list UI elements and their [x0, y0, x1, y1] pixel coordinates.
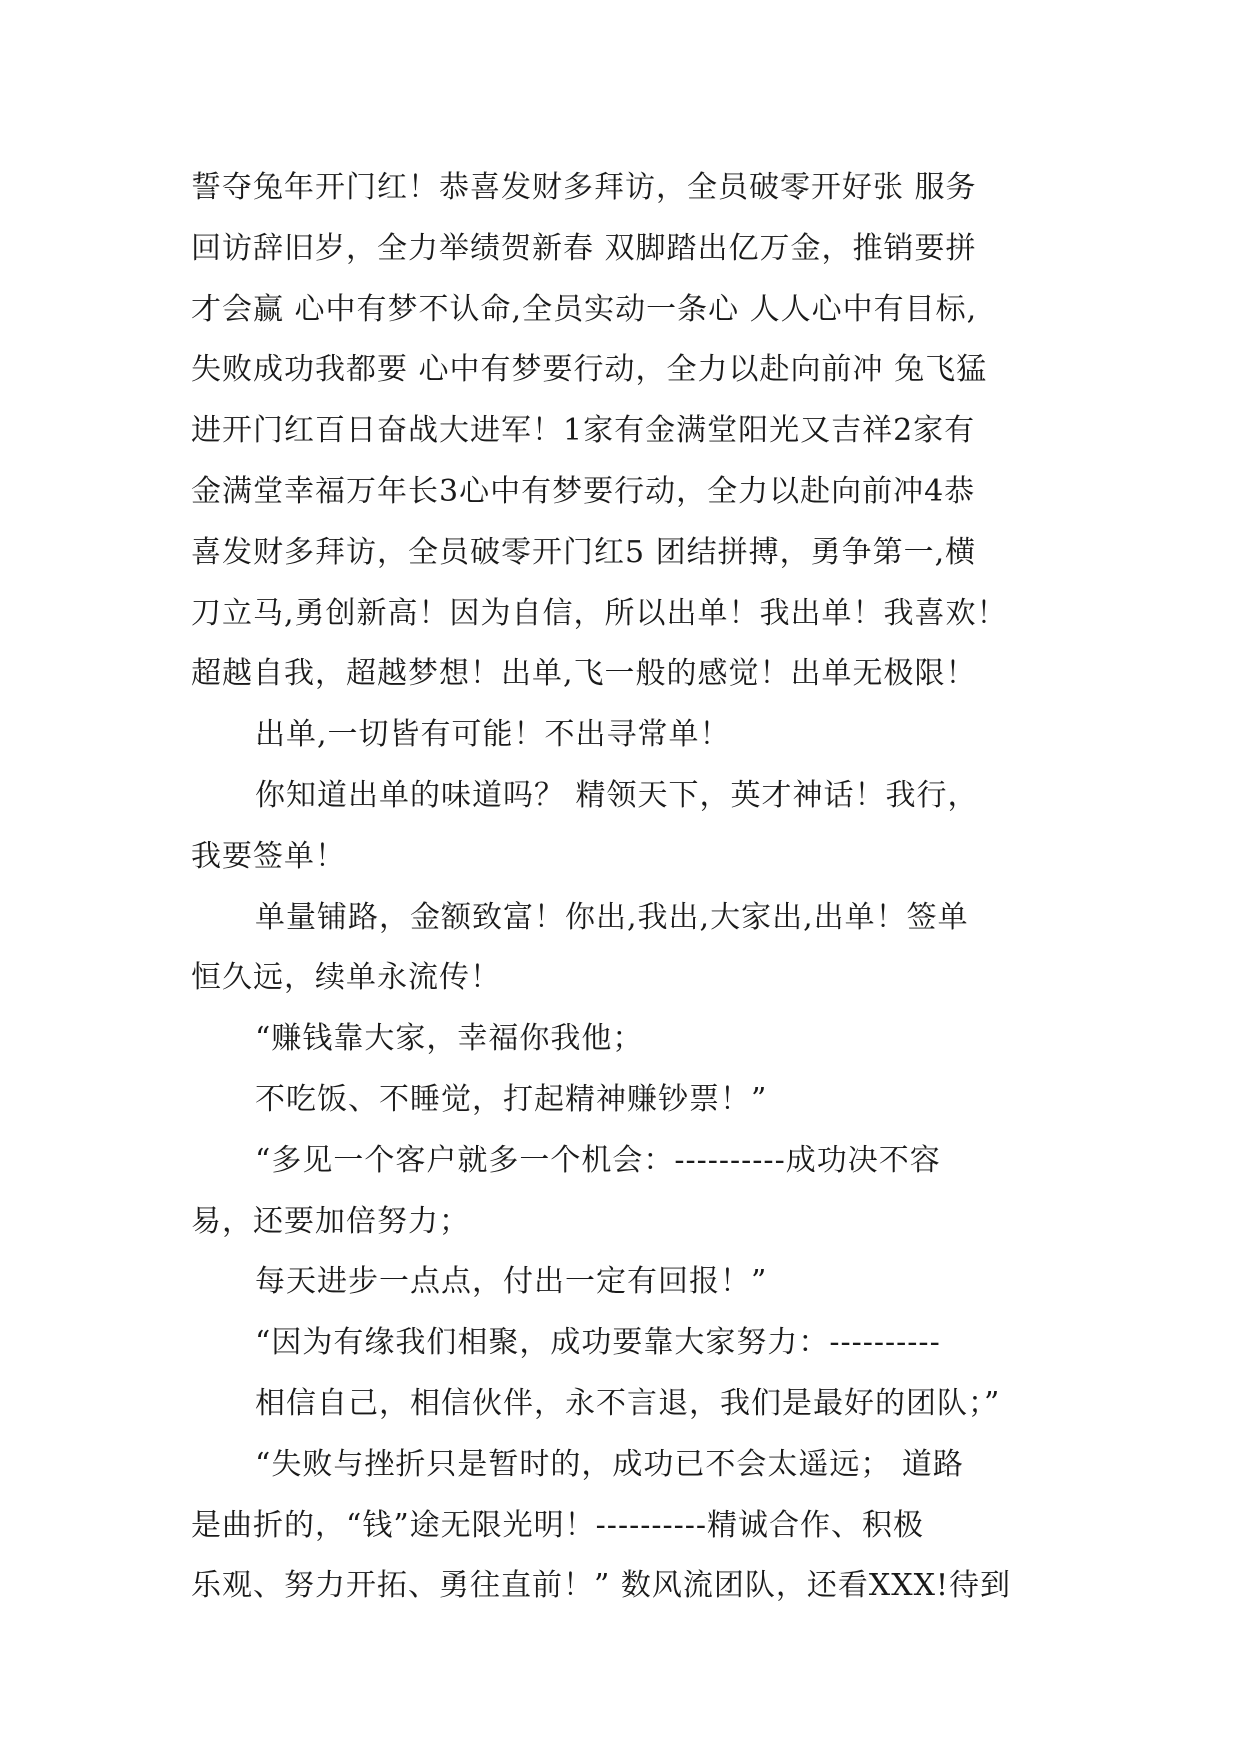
text-line: 进开门红百日奋战大进军！1家有金满堂阳光又吉祥2家有 [191, 413, 976, 449]
text-line: “多见一个客户就多一个机会：----------成功决不容 [255, 1142, 941, 1178]
text-line: “因为有缘我们相聚，成功要靠大家努力：---------- [255, 1325, 941, 1361]
text-line: 喜发财多拜访，全员破零开门红5 团结拼搏，勇争第一,横 [191, 534, 977, 570]
text-line: 出单,一切皆有可能！不出寻常单！ [255, 717, 731, 753]
text-line: 我要签单！ [191, 838, 346, 874]
text-line: 相信自己，相信伙伴，永不言退，我们是最好的团队；” [255, 1385, 1001, 1421]
text-line: 你知道出单的味道吗？ 精领天下，英才神话！我行， [255, 777, 979, 813]
text-line: 刀立马,勇创新高！因为自信，所以出单！我出单！我喜欢！ [191, 595, 1008, 631]
text-line: 誓夺兔年开门红！恭喜发财多拜访，全员破零开好张 服务 [191, 170, 977, 205]
text-line: 不吃饭、不睡觉，打起精神赚钞票！” [255, 1081, 768, 1117]
text-line: 乐观、努力开拓、勇往直前！” 数风流团队，还看XXX!待到 [191, 1568, 1012, 1604]
text-line: 单量铺路，金额致富！你出,我出,大家出,出单！签单 [255, 899, 969, 935]
text-line: 超越自我，超越梦想！出单,飞一般的感觉！出单无极限！ [191, 656, 977, 692]
text-line: 是曲折的，“钱”途无限光明！----------精诚合作、积极 [191, 1507, 925, 1543]
text-line: “赚钱靠大家，幸福你我他； [255, 1021, 644, 1057]
text-line: 金满堂幸福万年长3心中有梦要行动，全力以赴向前冲4恭 [191, 473, 976, 509]
text-line: “失败与挫折只是暂时的，成功已不会太遥远； 道路 [255, 1446, 964, 1482]
text-line: 恒久远，续单永流传！ [191, 960, 501, 996]
text-line: 每天进步一点点，付出一定有回报！” [255, 1264, 768, 1300]
text-line: 易，还要加倍努力； [191, 1203, 470, 1239]
text-line: 回访辞旧岁，全力举绩贺新春 双脚踏出亿万金，推销要拼 [191, 230, 977, 266]
text-line: 才会赢 心中有梦不认命,全员实动一条心 人人心中有目标, [191, 291, 978, 327]
text-line: 失败成功我都要 心中有梦要行动，全力以赴向前冲 兔飞猛 [191, 352, 988, 388]
document-body [191, 158, 1071, 1617]
